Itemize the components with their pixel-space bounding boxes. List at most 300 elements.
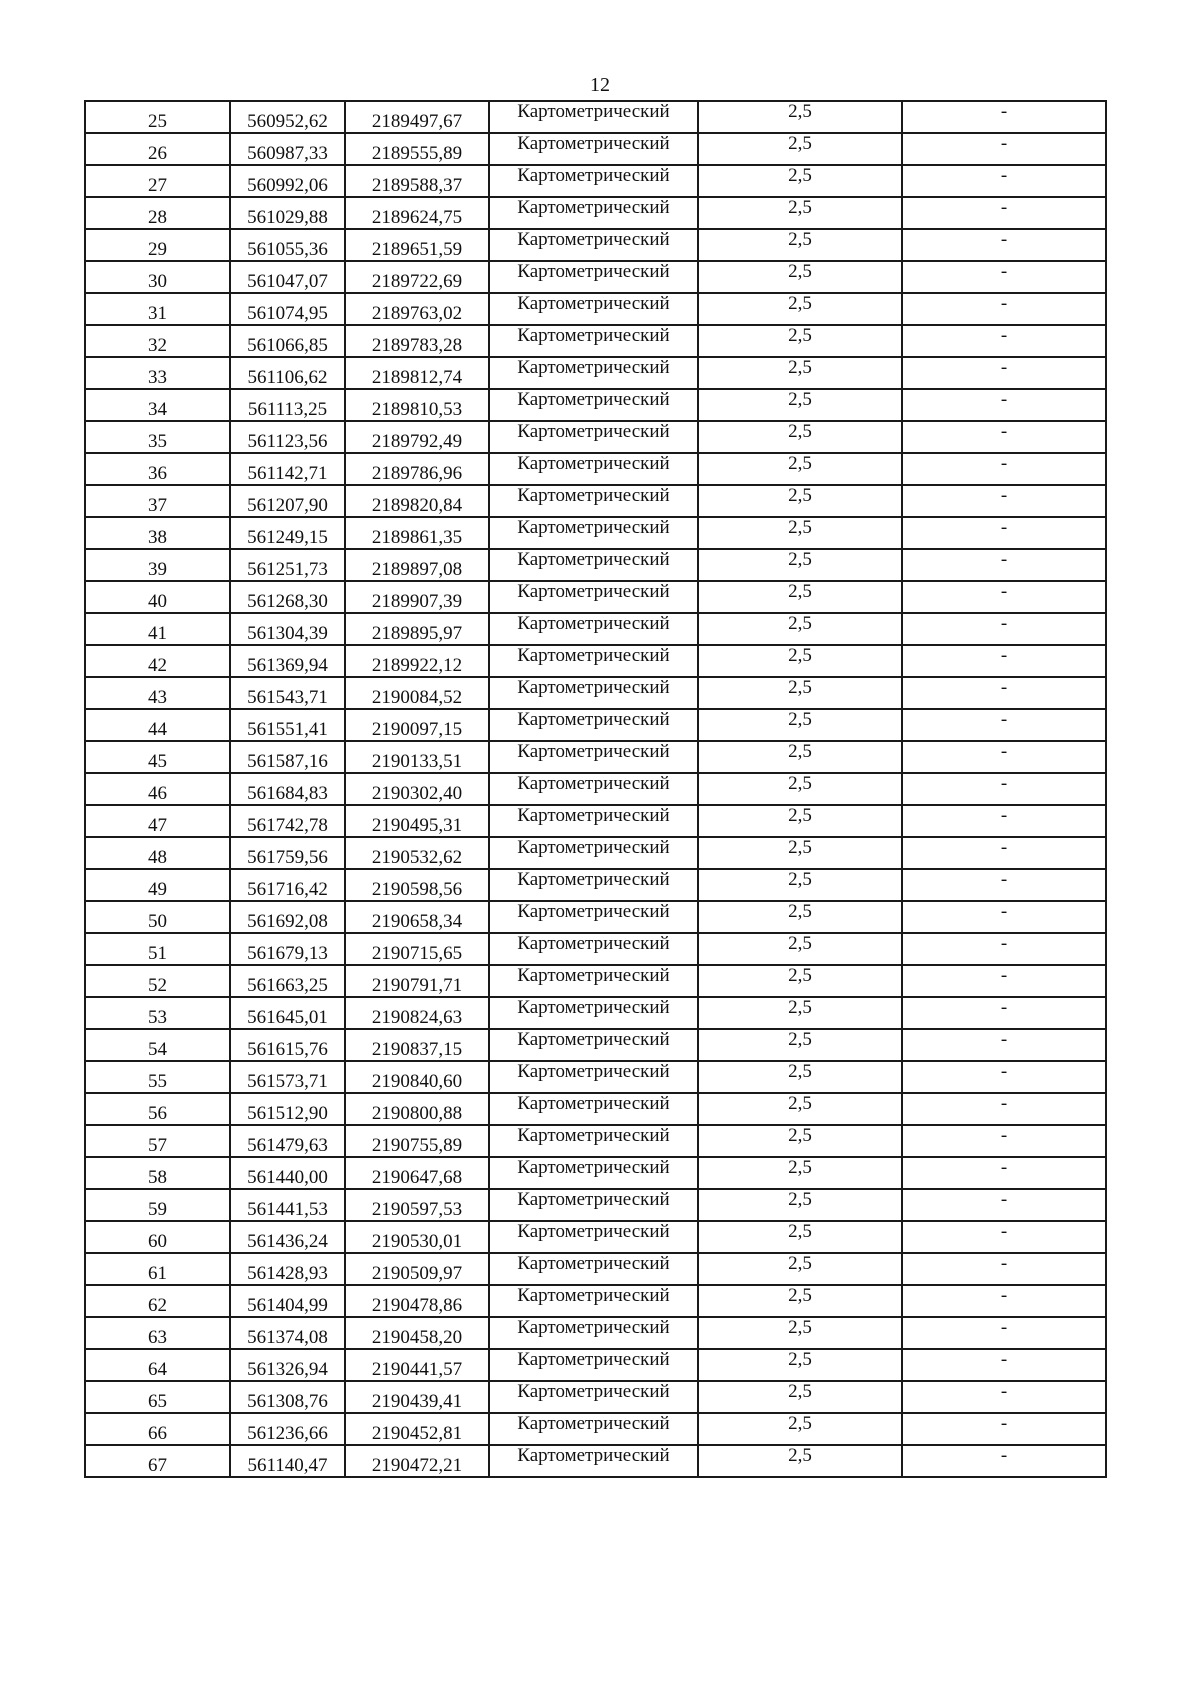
y-coordinate-cell: 2190084,52 [345,677,489,709]
x-coordinate-cell: 561142,71 [230,453,345,485]
table-row [85,133,1106,165]
method-cell: Картометрический [489,229,698,261]
accuracy-cell: 2,5 [698,997,902,1029]
y-coordinate-cell: 2189624,75 [345,197,489,229]
point-number-cell: 32 [85,325,230,357]
point-number-cell: 62 [85,1285,230,1317]
y-coordinate-cell: 2190097,15 [345,709,489,741]
method-cell: Картометрический [489,581,698,613]
description-cell: - [902,261,1106,293]
y-coordinate-cell: 2189810,53 [345,389,489,421]
accuracy-cell: 2,5 [698,1317,902,1349]
y-coordinate-cell: 2190458,20 [345,1317,489,1349]
y-coordinate-cell: 2190647,68 [345,1157,489,1189]
x-coordinate-cell: 561308,76 [230,1381,345,1413]
x-coordinate-cell: 561759,56 [230,837,345,869]
page-number: 12 [590,74,610,96]
x-coordinate-cell: 561207,90 [230,485,345,517]
description-cell: - [902,133,1106,165]
description-cell: - [902,1189,1106,1221]
description-cell: - [902,773,1106,805]
y-coordinate-cell: 2190472,21 [345,1445,489,1477]
table-row [85,1413,1106,1445]
method-cell: Картометрический [489,741,698,773]
method-cell: Картометрический [489,1093,698,1125]
table-row [85,837,1106,869]
accuracy-cell: 2,5 [698,837,902,869]
method-cell: Картометрический [489,1285,698,1317]
y-coordinate-cell: 2190755,89 [345,1125,489,1157]
table-row [85,421,1106,453]
method-cell: Картометрический [489,837,698,869]
x-coordinate-cell: 561551,41 [230,709,345,741]
table-row [85,453,1106,485]
point-number-cell: 44 [85,709,230,741]
accuracy-cell: 2,5 [698,1157,902,1189]
table-row [85,581,1106,613]
description-cell: - [902,1253,1106,1285]
method-cell: Картометрический [489,677,698,709]
point-number-cell: 60 [85,1221,230,1253]
x-coordinate-cell: 561441,53 [230,1189,345,1221]
accuracy-cell: 2,5 [698,1381,902,1413]
accuracy-cell: 2,5 [698,645,902,677]
description-cell: - [902,549,1106,581]
coordinates-table-body [85,101,1106,1477]
description-cell: - [902,197,1106,229]
method-cell: Картометрический [489,869,698,901]
table-row [85,1445,1106,1477]
accuracy-cell: 2,5 [698,133,902,165]
method-cell: Картометрический [489,485,698,517]
accuracy-cell: 2,5 [698,965,902,997]
x-coordinate-cell: 561512,90 [230,1093,345,1125]
x-coordinate-cell: 561684,83 [230,773,345,805]
table-row [85,549,1106,581]
x-coordinate-cell: 561374,08 [230,1317,345,1349]
point-number-cell: 36 [85,453,230,485]
point-number-cell: 45 [85,741,230,773]
table-row [85,1189,1106,1221]
method-cell: Картометрический [489,1125,698,1157]
table-row [85,869,1106,901]
table-row [85,1157,1106,1189]
table-row [85,325,1106,357]
description-cell: - [902,1349,1106,1381]
x-coordinate-cell: 561369,94 [230,645,345,677]
y-coordinate-cell: 2189783,28 [345,325,489,357]
accuracy-cell: 2,5 [698,229,902,261]
y-coordinate-cell: 2189861,35 [345,517,489,549]
table-row [85,165,1106,197]
x-coordinate-cell: 561436,24 [230,1221,345,1253]
y-coordinate-cell: 2189895,97 [345,613,489,645]
accuracy-cell: 2,5 [698,1093,902,1125]
point-number-cell: 52 [85,965,230,997]
description-cell: - [902,1061,1106,1093]
accuracy-cell: 2,5 [698,581,902,613]
point-number-cell: 37 [85,485,230,517]
method-cell: Картометрический [489,389,698,421]
table-row [85,517,1106,549]
x-coordinate-cell: 561074,95 [230,293,345,325]
description-cell: - [902,1093,1106,1125]
method-cell: Картометрический [489,165,698,197]
method-cell: Картометрический [489,1349,698,1381]
accuracy-cell: 2,5 [698,613,902,645]
method-cell: Картометрический [489,1189,698,1221]
y-coordinate-cell: 2190495,31 [345,805,489,837]
description-cell: - [902,581,1106,613]
y-coordinate-cell: 2189820,84 [345,485,489,517]
point-number-cell: 66 [85,1413,230,1445]
accuracy-cell: 2,5 [698,357,902,389]
accuracy-cell: 2,5 [698,773,902,805]
description-cell: - [902,869,1106,901]
method-cell: Картометрический [489,1157,698,1189]
point-number-cell: 59 [85,1189,230,1221]
point-number-cell: 38 [85,517,230,549]
description-cell: - [902,805,1106,837]
table-row [85,613,1106,645]
description-cell: - [902,421,1106,453]
y-coordinate-cell: 2190598,56 [345,869,489,901]
point-number-cell: 30 [85,261,230,293]
table-row [85,933,1106,965]
accuracy-cell: 2,5 [698,901,902,933]
x-coordinate-cell: 561663,25 [230,965,345,997]
accuracy-cell: 2,5 [698,421,902,453]
x-coordinate-cell: 561440,00 [230,1157,345,1189]
table-row [85,485,1106,517]
description-cell: - [902,965,1106,997]
method-cell: Картометрический [489,549,698,581]
table-row [85,709,1106,741]
method-cell: Картометрический [489,357,698,389]
point-number-cell: 26 [85,133,230,165]
description-cell: - [902,1125,1106,1157]
table-row [85,901,1106,933]
point-number-cell: 43 [85,677,230,709]
table-row [85,965,1106,997]
x-coordinate-cell: 561479,63 [230,1125,345,1157]
x-coordinate-cell: 561716,42 [230,869,345,901]
y-coordinate-cell: 2190439,41 [345,1381,489,1413]
accuracy-cell: 2,5 [698,1413,902,1445]
point-number-cell: 49 [85,869,230,901]
accuracy-cell: 2,5 [698,1029,902,1061]
x-coordinate-cell: 561066,85 [230,325,345,357]
table-row [85,1061,1106,1093]
description-cell: - [902,1413,1106,1445]
description-cell: - [902,453,1106,485]
description-cell: - [902,677,1106,709]
method-cell: Картометрический [489,997,698,1029]
description-cell: - [902,709,1106,741]
accuracy-cell: 2,5 [698,1061,902,1093]
description-cell: - [902,165,1106,197]
y-coordinate-cell: 2189812,74 [345,357,489,389]
accuracy-cell: 2,5 [698,101,902,133]
method-cell: Картометрический [489,261,698,293]
y-coordinate-cell: 2189651,59 [345,229,489,261]
point-number-cell: 67 [85,1445,230,1477]
table-row [85,357,1106,389]
description-cell: - [902,933,1106,965]
y-coordinate-cell: 2190840,60 [345,1061,489,1093]
table-row [85,1285,1106,1317]
accuracy-cell: 2,5 [698,1125,902,1157]
table-row [85,389,1106,421]
description-cell: - [902,901,1106,933]
point-number-cell: 33 [85,357,230,389]
x-coordinate-cell: 561615,76 [230,1029,345,1061]
x-coordinate-cell: 561742,78 [230,805,345,837]
method-cell: Картометрический [489,709,698,741]
x-coordinate-cell: 561692,08 [230,901,345,933]
description-cell: - [902,997,1106,1029]
accuracy-cell: 2,5 [698,741,902,773]
x-coordinate-cell: 561029,88 [230,197,345,229]
description-cell: - [902,229,1106,261]
method-cell: Картометрический [489,1317,698,1349]
accuracy-cell: 2,5 [698,677,902,709]
accuracy-cell: 2,5 [698,453,902,485]
accuracy-cell: 2,5 [698,517,902,549]
table-row [85,1317,1106,1349]
point-number-cell: 35 [85,421,230,453]
point-number-cell: 51 [85,933,230,965]
table-row [85,1029,1106,1061]
y-coordinate-cell: 2190800,88 [345,1093,489,1125]
point-number-cell: 34 [85,389,230,421]
y-coordinate-cell: 2189722,69 [345,261,489,293]
y-coordinate-cell: 2189922,12 [345,645,489,677]
x-coordinate-cell: 561679,13 [230,933,345,965]
point-number-cell: 39 [85,549,230,581]
y-coordinate-cell: 2189497,67 [345,101,489,133]
point-number-cell: 46 [85,773,230,805]
table-row [85,645,1106,677]
description-cell: - [902,741,1106,773]
table-row [85,293,1106,325]
y-coordinate-cell: 2190791,71 [345,965,489,997]
table-row [85,805,1106,837]
y-coordinate-cell: 2190133,51 [345,741,489,773]
method-cell: Картометрический [489,101,698,133]
x-coordinate-cell: 561404,99 [230,1285,345,1317]
x-coordinate-cell: 561428,93 [230,1253,345,1285]
x-coordinate-cell: 561047,07 [230,261,345,293]
table-row [85,197,1106,229]
method-cell: Картометрический [489,421,698,453]
description-cell: - [902,645,1106,677]
accuracy-cell: 2,5 [698,1445,902,1477]
x-coordinate-cell: 561249,15 [230,517,345,549]
y-coordinate-cell: 2190532,62 [345,837,489,869]
x-coordinate-cell: 561645,01 [230,997,345,1029]
x-coordinate-cell: 561587,16 [230,741,345,773]
method-cell: Картометрический [489,965,698,997]
point-number-cell: 57 [85,1125,230,1157]
description-cell: - [902,293,1106,325]
y-coordinate-cell: 2190302,40 [345,773,489,805]
x-coordinate-cell: 561304,39 [230,613,345,645]
point-number-cell: 40 [85,581,230,613]
method-cell: Картометрический [489,1029,698,1061]
y-coordinate-cell: 2189763,02 [345,293,489,325]
y-coordinate-cell: 2190530,01 [345,1221,489,1253]
method-cell: Картометрический [489,133,698,165]
accuracy-cell: 2,5 [698,549,902,581]
description-cell: - [902,1381,1106,1413]
accuracy-cell: 2,5 [698,805,902,837]
method-cell: Картометрический [489,901,698,933]
x-coordinate-cell: 561123,56 [230,421,345,453]
method-cell: Картометрический [489,933,698,965]
table-row [85,741,1106,773]
description-cell: - [902,325,1106,357]
method-cell: Картометрический [489,613,698,645]
table-row [85,1125,1106,1157]
y-coordinate-cell: 2190597,53 [345,1189,489,1221]
description-cell: - [902,613,1106,645]
y-coordinate-cell: 2189588,37 [345,165,489,197]
point-number-cell: 29 [85,229,230,261]
y-coordinate-cell: 2189555,89 [345,133,489,165]
table-row [85,1093,1106,1125]
x-coordinate-cell: 561113,25 [230,389,345,421]
table-row [85,1381,1106,1413]
description-cell: - [902,517,1106,549]
point-number-cell: 28 [85,197,230,229]
point-number-cell: 64 [85,1349,230,1381]
accuracy-cell: 2,5 [698,197,902,229]
point-number-cell: 25 [85,101,230,133]
point-number-cell: 55 [85,1061,230,1093]
y-coordinate-cell: 2189786,96 [345,453,489,485]
accuracy-cell: 2,5 [698,1349,902,1381]
accuracy-cell: 2,5 [698,389,902,421]
method-cell: Картометрический [489,1381,698,1413]
x-coordinate-cell: 561251,73 [230,549,345,581]
accuracy-cell: 2,5 [698,1221,902,1253]
table-row [85,997,1106,1029]
point-number-cell: 54 [85,1029,230,1061]
description-cell: - [902,101,1106,133]
description-cell: - [902,1285,1106,1317]
point-number-cell: 47 [85,805,230,837]
accuracy-cell: 2,5 [698,325,902,357]
method-cell: Картометрический [489,1253,698,1285]
y-coordinate-cell: 2189897,08 [345,549,489,581]
table-row [85,229,1106,261]
x-coordinate-cell: 561573,71 [230,1061,345,1093]
point-number-cell: 48 [85,837,230,869]
y-coordinate-cell: 2190824,63 [345,997,489,1029]
x-coordinate-cell: 560987,33 [230,133,345,165]
table-row [85,261,1106,293]
y-coordinate-cell: 2190509,97 [345,1253,489,1285]
x-coordinate-cell: 561055,36 [230,229,345,261]
table-row [85,1221,1106,1253]
point-number-cell: 53 [85,997,230,1029]
point-number-cell: 27 [85,165,230,197]
method-cell: Картометрический [489,773,698,805]
y-coordinate-cell: 2190478,86 [345,1285,489,1317]
y-coordinate-cell: 2190658,34 [345,901,489,933]
point-number-cell: 31 [85,293,230,325]
point-number-cell: 50 [85,901,230,933]
description-cell: - [902,1221,1106,1253]
method-cell: Картометрический [489,325,698,357]
y-coordinate-cell: 2190452,81 [345,1413,489,1445]
accuracy-cell: 2,5 [698,869,902,901]
x-coordinate-cell: 561140,47 [230,1445,345,1477]
accuracy-cell: 2,5 [698,261,902,293]
point-number-cell: 58 [85,1157,230,1189]
table-row [85,1253,1106,1285]
y-coordinate-cell: 2190441,57 [345,1349,489,1381]
method-cell: Картометрический [489,293,698,325]
method-cell: Картометрический [489,1221,698,1253]
accuracy-cell: 2,5 [698,933,902,965]
point-number-cell: 42 [85,645,230,677]
coordinates-table [84,100,1107,1478]
method-cell: Картометрический [489,517,698,549]
method-cell: Картометрический [489,805,698,837]
accuracy-cell: 2,5 [698,293,902,325]
x-coordinate-cell: 561543,71 [230,677,345,709]
x-coordinate-cell: 560952,62 [230,101,345,133]
table-row [85,773,1106,805]
x-coordinate-cell: 561106,62 [230,357,345,389]
point-number-cell: 63 [85,1317,230,1349]
description-cell: - [902,837,1106,869]
description-cell: - [902,1029,1106,1061]
accuracy-cell: 2,5 [698,165,902,197]
method-cell: Картометрический [489,1445,698,1477]
method-cell: Картометрический [489,1061,698,1093]
point-number-cell: 56 [85,1093,230,1125]
y-coordinate-cell: 2189792,49 [345,421,489,453]
description-cell: - [902,389,1106,421]
method-cell: Картометрический [489,1413,698,1445]
x-coordinate-cell: 561268,30 [230,581,345,613]
table-row [85,677,1106,709]
method-cell: Картометрический [489,197,698,229]
y-coordinate-cell: 2190715,65 [345,933,489,965]
x-coordinate-cell: 560992,06 [230,165,345,197]
accuracy-cell: 2,5 [698,1253,902,1285]
table-row [85,1349,1106,1381]
accuracy-cell: 2,5 [698,709,902,741]
y-coordinate-cell: 2189907,39 [345,581,489,613]
x-coordinate-cell: 561326,94 [230,1349,345,1381]
method-cell: Картометрический [489,645,698,677]
description-cell: - [902,1317,1106,1349]
x-coordinate-cell: 561236,66 [230,1413,345,1445]
accuracy-cell: 2,5 [698,1189,902,1221]
description-cell: - [902,1445,1106,1477]
point-number-cell: 61 [85,1253,230,1285]
description-cell: - [902,1157,1106,1189]
accuracy-cell: 2,5 [698,485,902,517]
accuracy-cell: 2,5 [698,1285,902,1317]
description-cell: - [902,357,1106,389]
y-coordinate-cell: 2190837,15 [345,1029,489,1061]
point-number-cell: 65 [85,1381,230,1413]
